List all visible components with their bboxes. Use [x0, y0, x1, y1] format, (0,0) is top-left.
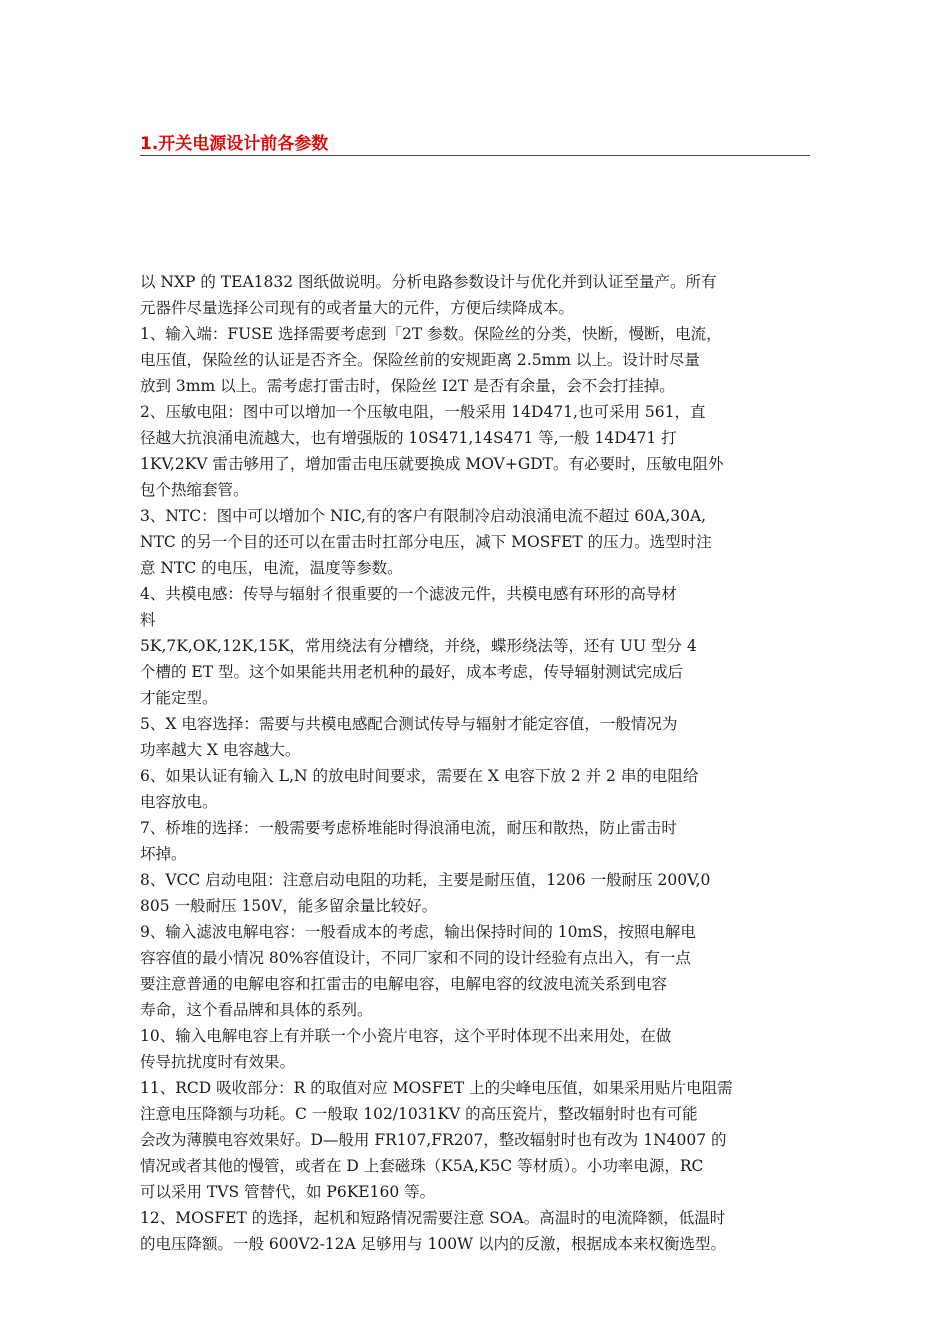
text-line: 9、输入滤波电解电容：一般看成本的考虑，输出保持时间的 10mS，按照电解电	[140, 923, 696, 941]
section-heading: 1.开关电源设计前各参数	[140, 134, 329, 154]
text-line: 元器件尽量选择公司现有的或者量大的元件，方便后续降成本。	[140, 299, 575, 317]
text-line: 6、如果认证有输入 L,N 的放电时间要求，需要在 X 电容下放 2 并 2 串的电阻给	[140, 767, 699, 785]
text-line: 径越大抗浪涌电流越大，也有增强版的 10S471,14S471 等,一般 14D471 打	[140, 429, 677, 447]
text-line: 包个热缩套管。	[140, 481, 249, 499]
text-line: 4、共模电感：传导与辐射彳很重要的一个滤波元件，共模电感有环形的高导材	[140, 585, 677, 603]
text-line: 12、MOSFET 的选择，起机和短路情况需要注意 SOA。高温时的电流降额，低温时	[140, 1209, 726, 1227]
text-line: NTC 的另一个目的还可以在雷击时扛部分电压，减下 MOSFET 的压力。选型时注	[140, 533, 712, 551]
text-line: 个槽的 ET 型。这个如果能共用老机种的最好，成本考虑，传导辐射测试完成后	[140, 663, 684, 681]
text-line: 5K,7K,OK,12K,15K，常用绕法有分槽绕，并绕，蝶形绕法等，还有 UU 型分 4	[140, 637, 697, 655]
text-line: 2、压敏电阻：图中可以增加一个压敏电阻，一般采用 14D471,也可采用 561，直	[140, 403, 706, 421]
text-line: 11、RCD 吸收部分：R 的取值对应 MOSFET 上的尖峰电压值，如果采用贴片电阻需	[140, 1079, 733, 1097]
text-line: 传导抗扰度时有效果。	[140, 1053, 296, 1071]
text-line: 8、VCC 启动电阻：注意启动电阻的功耗，主要是耐压值，1206 一般耐压 200V,0	[140, 871, 711, 889]
text-line: 的电压降额。一般 600V2-12A 足够用与 100W 以内的反激，根据成本来权衡选型。	[140, 1235, 727, 1253]
text-line: 放到 3mm 以上。需考虑打雷击时，保险丝 I2T 是否有余量，会不会打挂掉。	[140, 377, 675, 395]
text-line: 寿命，这个看品牌和具体的系列。	[140, 1001, 373, 1019]
text-line: 1、输入端：FUSE 选择需要考虑到「2T 参数。保险丝的分类，快断，慢断，电流，	[140, 325, 722, 343]
text-line: 注意电压降额与功耗。C 一般取 102/1031KV 的高压瓷片，整改辐射时也有可能	[140, 1105, 698, 1123]
text-line: 以 NXP 的 TEA1832 图纸做说明。分析电路参数设计与优化并到认证至量产。所有	[140, 273, 717, 291]
text-line: 容容值的最小情况 80%容值设计，不同厂家和不同的设计经验有点出入，有一点	[140, 949, 691, 967]
text-line: 3、NTC：图中可以增加个 NIC,有的客户有限制冷启动浪涌电流不超过 60A,30A,	[140, 507, 707, 525]
text-line: 意 NTC 的电压，电流，温度等参数。	[140, 559, 403, 577]
text-line: 电容放电。	[140, 793, 218, 811]
text-line: 可以采用 TVS 管替代，如 P6KE160 等。	[140, 1183, 436, 1201]
text-line: 805 一般耐压 150V，能多留余量比较好。	[140, 897, 438, 915]
text-line: 才能定型。	[140, 689, 218, 707]
text-line: 7、桥堆的选择：一般需要考虑桥堆能时得浪涌电流，耐压和散热，防止雷击时	[140, 819, 677, 837]
text-line: 功率越大 X 电容越大。	[140, 741, 301, 759]
text-line: 1KV,2KV 雷击够用了，增加雷击电压就要换成 MOV+GDT。有必要时，压敏电阻外	[140, 455, 724, 473]
text-line: 情况或者其他的慢管，或者在 D 上套磁珠（K5A,K5C 等材质）。小功率电源，RC	[140, 1157, 704, 1175]
text-line: 10、输入电解电容上有并联一个小瓷片电容，这个平时体现不出来用处，在做	[140, 1027, 672, 1045]
text-line: 料	[140, 611, 156, 629]
text-line: 坏掉。	[140, 845, 187, 863]
text-line: 要注意普通的电解电容和扛雷击的电解电容，电解电容的纹波电流关系到电容	[140, 975, 668, 993]
text-line: 会改为薄膜电容效果好。D—般用 FR107,FR207，整改辐射时也有改为 1N4007 的	[140, 1131, 727, 1149]
text-line: 电压值，保险丝的认证是否齐全。保险丝前的安规距离 2.5mm 以上。设计时尽量	[140, 351, 700, 369]
heading-underline	[140, 155, 810, 156]
text-line: 5、X 电容选择：需要与共模电感配合测试传导与辐射才能定容值，一般情况为	[140, 715, 678, 733]
body-text	[140, 269, 820, 1257]
